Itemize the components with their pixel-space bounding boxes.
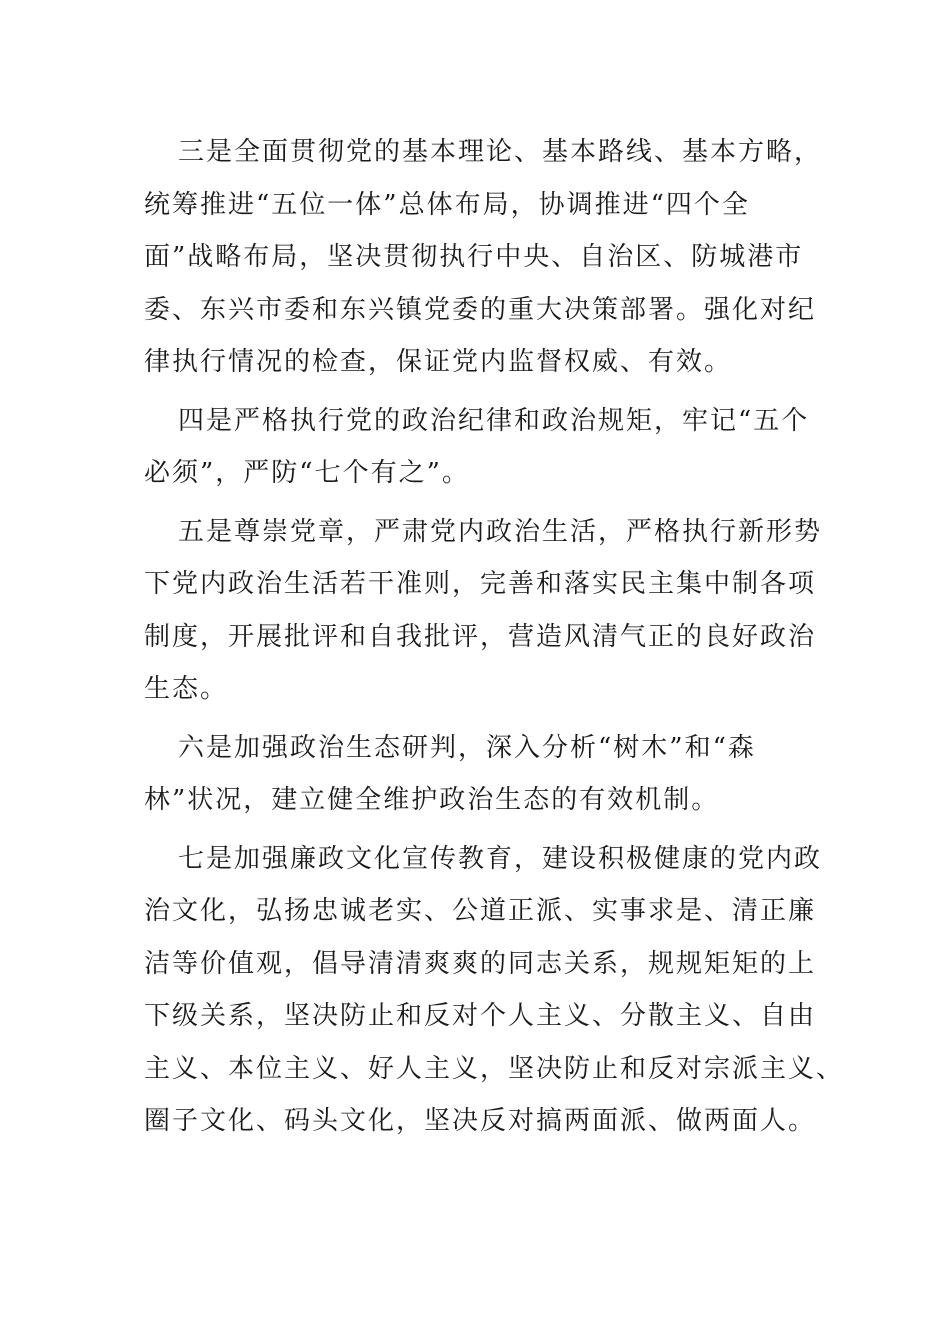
text-line: 制度，开展批评和自我批评，营造风清气正的良好政治 [144,621,817,652]
text-line: 三是全面贯彻党的基本理论、基本路线、基本方略， [178,137,823,167]
text-line: 面”战略布局，坚决贯彻执行中央、自治区、防城港市 [144,242,804,272]
text-line: 七是加强廉政文化宣传教育，建设积极健康的党内政 [178,843,823,874]
paragraph-7 [144,833,845,1148]
text-line: 下级关系，坚决防止和反对个人主义、分散主义、自由 [144,1001,817,1031]
text-line: 律执行情况的检查，保证党内监督权威、有效。 [144,347,733,377]
text-line: 生态。 [144,674,229,704]
text-line: 治文化，弘扬忠诚老实、公道正派、实事求是、清正廉 [144,896,817,926]
text-line: 四是严格执行党的政治纪律和政治规矩，牢记“五个 [178,405,810,436]
text-line: 圈子文化、码头文化，坚决反对搞两面派、做两面人。 [144,1106,817,1136]
document-body [144,126,845,1154]
text-line: 下党内政治生活若干准则，完善和落实民主集中制各项 [144,569,817,599]
text-line: 必须”，严防“七个有之”。 [144,458,470,488]
paragraph-6 [144,722,804,827]
text-line: 六是加强政治生态研判，深入分析“树木”和“森 [178,732,756,763]
text-line: 主义、本位主义、好人主义，坚决防止和反对宗派主义、 [144,1053,845,1084]
paragraph-4 [144,395,810,500]
text-line: 委、东兴市委和东兴镇党委的重大决策部署。强化对纪 [144,294,817,325]
text-line: 统筹推进“五位一体”总体布局，协调推进“四个全 [144,189,750,220]
paragraph-3 [144,126,823,389]
text-line: 五是尊崇党章，严肃党内政治生活，严格执行新形势 [178,516,823,547]
text-line: 洁等价值观，倡导清清爽爽的同志关系，规规矩矩的上 [144,948,817,979]
paragraph-5 [144,506,823,716]
text-line: 林”状况，建立健全维护政治生态的有效机制。 [144,785,720,815]
